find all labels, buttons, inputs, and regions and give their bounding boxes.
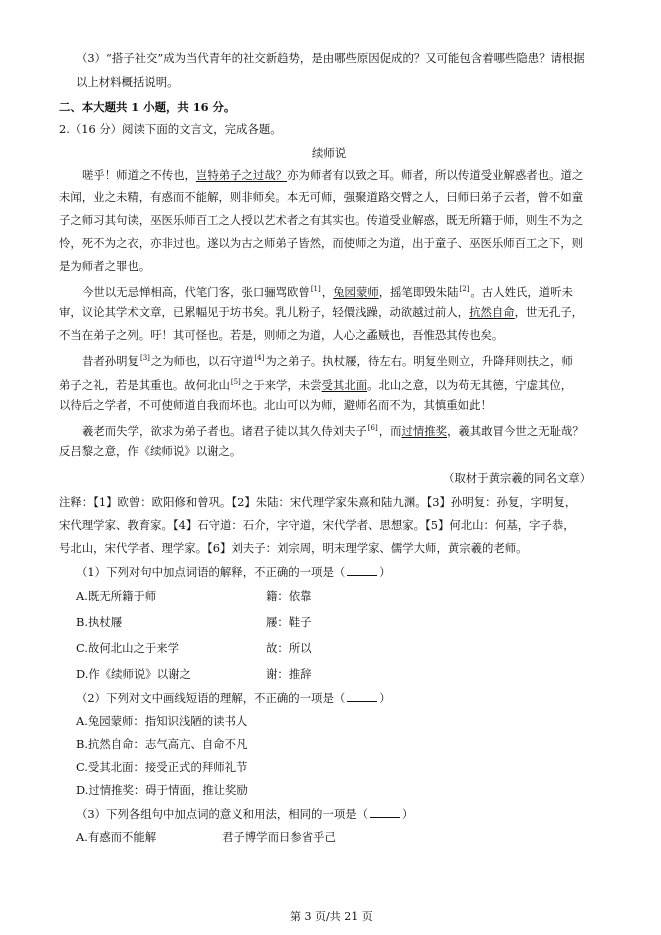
p2-underline-1: 兔园蒙师 <box>333 285 379 299</box>
subq1-answer-blank[interactable] <box>347 564 377 576</box>
subq1-option-b-gloss: 屦：鞋子 <box>266 615 312 629</box>
note-ref-5: [5] <box>230 378 241 386</box>
page-footer: 第 3 页/共 21 页 <box>290 910 373 923</box>
p2-text-f: ，世无孔子， <box>514 305 584 319</box>
p2-text-e: 审，议论其学术文章，已累幅见于坊书矣。乳儿粉子，轻儇浅躁，动欲越过前人， <box>59 305 470 319</box>
subq2-answer-blank[interactable] <box>347 690 377 702</box>
subq3-text: （3）下列各组句中加点词的意义和用法，相同的一项是（ <box>76 807 369 821</box>
p4-text-b: ，而 <box>378 424 402 438</box>
note-ref-6: [6] <box>367 424 378 432</box>
passage-p2-line-1 <box>82 281 573 300</box>
p2-text-d: 。古人姓氏，道听未 <box>470 285 573 299</box>
p3-text-e: 之于来学，未尝 <box>241 378 322 392</box>
p2-text-a: 今世以无忌惮相高，代笔门客，张口骊骂欧曾 <box>82 285 310 299</box>
p3-text-b: 之为师也，以石守道 <box>150 354 254 368</box>
note-ref-1: [1] <box>310 285 321 293</box>
passage-p1-line-3: 子之师习其句读，巫医乐师百工之人授以艺术者之有其实也。传道受业解惑，既无所籍于师，则生不为之 <box>59 213 583 227</box>
question-2-intro: 2.（16 分）阅读下面的文言文，完成各题。 <box>59 122 282 136</box>
p1-text-b: 亦为师者有以致之耳。师者，所以传道受业解惑者也。道之 <box>287 168 584 182</box>
subq3-prompt <box>76 806 413 822</box>
p3-text-f: 。北山之意，以为苟无其德，宁虚其位， <box>367 378 573 392</box>
notes-line-1: 注释：【1】欧曾：欧阳修和曾巩。【2】朱陆：宋代理学家朱熹和陆九渊。【3】孙明复：孙复，字明复， <box>59 495 577 509</box>
subq1-option-a-gloss: 籍：依靠 <box>266 589 312 603</box>
note-ref-2: [2] <box>459 285 470 293</box>
subq1-close: ） <box>379 565 391 579</box>
subq1-option-d <box>76 666 191 682</box>
subq1-option-c-gloss: 故：所以 <box>266 641 312 655</box>
passage-p3-line-2 <box>59 374 572 393</box>
subq1-option-b <box>76 614 122 630</box>
p3-text-d: 弟子之礼，若是其重也。故何北山 <box>59 378 230 392</box>
subq1-option-c <box>76 640 179 656</box>
passage-p4-line-2: 反吕黎之意，作《续师说》以谢之。 <box>59 444 242 458</box>
p4-text-a: 羲老而失学，欲求为弟子者也。诸君子徒以其久侍刘夫子 <box>82 424 367 438</box>
p3-text-c: 为之弟子。执杖屦，待左右。明复坐则立，升降拜则扶之，师 <box>265 354 573 368</box>
note-ref-3: [3] <box>139 354 150 362</box>
passage-p1-line-1 <box>82 167 583 183</box>
passage-p4-line-1 <box>82 420 584 439</box>
option-text: A.既无所籍于师 <box>76 589 157 603</box>
subq2-prompt <box>76 690 391 706</box>
subq1-text: （1）下列对句中加点词语的解释，不正确的一项是（ <box>76 565 346 579</box>
notes-line-2: 宋代理学家、教育家。【4】石守道：石介，字守道，宋代学者、思想家。【5】何北山：何基，字子恭， <box>59 518 575 532</box>
p3-underline: 受其北面 <box>321 378 368 392</box>
subq3-close: ） <box>402 807 414 821</box>
notes-line-3: 号北山，宋代学者、理学家。【6】刘夫子：刘宗周，明末理学家、儒学大师，黄宗羲的老师。 <box>59 541 528 555</box>
subq2-option-d: D.过情推奖：碍于情面，推让奖励 <box>76 783 248 797</box>
p4-text-c: ，羲其敢冒今世之无耻哉？ <box>447 424 584 438</box>
p1-underline: 岂特弟子之过哉？ <box>195 168 288 182</box>
passage-p1-line-2: 未闻，业之未精，有惑而不能解，则非师矣。本无可师，强聚道路交臂之人，曰师曰弟子云者，曾不如童 <box>59 190 583 204</box>
subq2-option-b: B.抗然自命：志气高亢、自命不凡 <box>76 737 248 751</box>
passage-p3-line-3: 以待后之学者，不可使师道自我而坏也。北山可以为师，避师名而不为，其慎重如此！ <box>59 398 492 412</box>
subq2-close: ） <box>379 691 391 705</box>
passage-p3-line-1 <box>82 350 573 369</box>
p1-text-a: 嗟乎！师道之不传也， <box>82 168 196 182</box>
note-ref-4: [4] <box>254 354 265 362</box>
subq3-option-a-right: 君子博学而日参省乎己 <box>222 830 336 844</box>
p2-text-b: ， <box>321 285 334 299</box>
section-title: 二、本大题共 1 小题，共 16 分。 <box>59 100 236 114</box>
subq2-option-a: A.兔园蒙师：指知识浅陋的读书人 <box>76 714 248 728</box>
p4-underline: 过情推奖 <box>401 424 448 438</box>
p2-underline-2: 抗然自命 <box>469 305 515 319</box>
option-text: B.执杖屦 <box>76 615 123 629</box>
subq2-text: （2）下列对文中画线短语的理解，不正确的一项是（ <box>76 691 346 705</box>
passage-p1-line-5: 是为师者之罪也。 <box>59 259 151 273</box>
passage-p1-line-4: 怜，死不为之衣，亦非过也。遂以为古之师弟子皆然，而使师之为道，出于童子、巫医乐师百工之下，则 <box>59 236 583 250</box>
option-text: C.故何北山之于来学 <box>76 641 180 655</box>
subq2-option-c: C.受其北面：接受正式的拜师礼节 <box>76 760 248 774</box>
subq1-prompt <box>76 564 391 580</box>
passage-p2-line-2 <box>59 304 583 320</box>
source-attribution: （取材于黄宗羲的同名文章） <box>443 471 592 485</box>
subq1-option-a <box>76 588 156 604</box>
q3-line-1: （3）“搭子社交”成为当代青年的社交新趋势，是由哪些原因促成的？又可能包含着哪些隐患？请根据 <box>76 51 585 65</box>
subq3-answer-blank[interactable] <box>370 806 400 818</box>
p3-text-a: 昔者孙明复 <box>82 354 139 368</box>
p2-text-c: ，摇笔即毁朱陆 <box>378 285 459 299</box>
option-text: D.作《续师说》以谢之 <box>76 667 191 681</box>
subq1-option-d-gloss: 谢：推辞 <box>266 667 312 681</box>
passage-p2-line-3: 不当在弟子之列。吁！其可怪也。若是，则师之为道，人心之蟊贼也，吾惟恐其传也矣。 <box>59 328 504 342</box>
subq3-option-a-left: A.有惑而不能解 <box>76 830 157 844</box>
q3-line-2: 以上材料概括说明。 <box>76 75 179 89</box>
passage-title: 续师说 <box>312 146 347 160</box>
